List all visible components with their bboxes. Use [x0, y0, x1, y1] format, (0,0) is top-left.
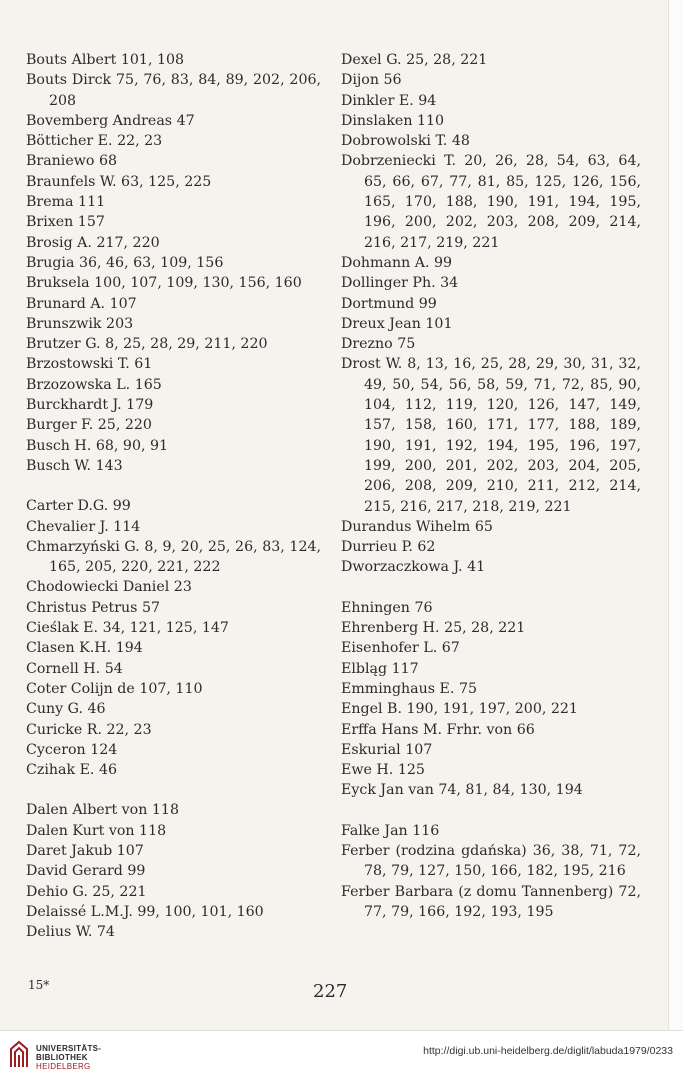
index-entry [341, 841, 641, 882]
entry-name: Chevalier J. [26, 518, 109, 535]
index-entry [341, 882, 641, 923]
entry-refs: 62 [417, 539, 436, 556]
entry-name: Engel B. [341, 701, 402, 718]
entry-refs: 100, 107, 109, 130, 156, 160 [94, 275, 302, 292]
entry-name: David Gerard [26, 863, 123, 880]
page-number: 227 [313, 981, 348, 1002]
index-entry [341, 537, 641, 557]
section-gap [341, 801, 641, 821]
entry-name: Burckhardt J. [26, 397, 122, 414]
entry-name: Bovemberg Andreas [26, 112, 173, 129]
entry-name: Delaissé L.M.J. [26, 903, 133, 920]
entry-name: Emminghaus E. [341, 680, 455, 697]
entry-name: Curicke R. [26, 721, 102, 738]
entry-name: Dohmann A. [341, 254, 430, 271]
entry-refs: 118 [139, 822, 167, 839]
institution-name[interactable] [36, 1044, 101, 1071]
signature-mark: 15* [28, 978, 50, 992]
index-entry [26, 800, 321, 820]
entry-refs: 75, 76, 83, 84, 89, 202, 206, 208 [49, 72, 322, 109]
institution-line-1: UNIVERSITÄTS- [36, 1044, 102, 1053]
entry-refs: 8, 25, 28, 29, 211, 220 [105, 336, 268, 353]
entry-refs: 125 [397, 762, 425, 779]
entry-name: Cuny G. [26, 701, 83, 718]
entry-refs: 25, 220 [97, 417, 152, 434]
entry-refs: 217, 220 [96, 234, 160, 251]
index-entry [26, 70, 321, 111]
index-entry [341, 740, 641, 760]
index-entry [26, 659, 321, 679]
entry-name: Ewe H. [341, 762, 394, 779]
entry-name: Falke Jan [341, 822, 408, 839]
entry-name: Busch H. [26, 437, 92, 454]
entry-refs: 63, 125, 225 [121, 173, 212, 190]
index-entry [26, 111, 321, 131]
entry-refs: 107 [116, 842, 144, 859]
index-entry [341, 91, 641, 111]
entry-refs: 107 [109, 295, 137, 312]
entry-name: Delius W. [26, 924, 93, 941]
index-entry [26, 679, 321, 699]
institution-line-2: BIBLIOTHEK [36, 1053, 88, 1062]
entry-name: Bouts Dirck [26, 72, 112, 89]
index-entry [341, 354, 641, 516]
entry-name: Clasen K.H. [26, 640, 112, 657]
index-entry [341, 151, 641, 252]
index-entry [341, 253, 641, 273]
index-entry [341, 598, 641, 618]
index-entry [26, 699, 321, 719]
entry-name: Brutzer G. [26, 336, 101, 353]
index-entry [26, 253, 321, 273]
index-entry [341, 557, 641, 577]
entry-name: Ehrenberg H. [341, 620, 440, 637]
entry-refs: 99 [127, 863, 146, 880]
index-entry [341, 618, 641, 638]
entry-name: Cyceron [26, 741, 86, 758]
entry-name: Ehningen [341, 599, 410, 616]
entry-name: Daret Jakub [26, 842, 113, 859]
entry-refs: 56 [383, 72, 402, 89]
entry-refs: 22, 23 [117, 133, 163, 150]
entry-refs: 116 [412, 822, 440, 839]
section-gap [26, 780, 321, 800]
entry-name: Brema [26, 194, 74, 211]
index-column-right [341, 50, 641, 922]
entry-name: Dehio G. [26, 883, 88, 900]
index-entry [26, 354, 321, 374]
entry-refs: 99, 100, 101, 160 [137, 903, 264, 920]
library-logo-icon[interactable] [8, 1039, 30, 1069]
entry-name: Dalen Albert von [26, 802, 148, 819]
index-entry [341, 314, 641, 334]
index-entry [341, 679, 641, 699]
entry-refs: 25, 221 [92, 883, 147, 900]
page-edge [668, 0, 683, 1030]
index-entry [26, 131, 321, 151]
entry-refs: 157 [77, 214, 105, 231]
index-entry [26, 334, 321, 354]
index-entry [26, 496, 321, 516]
entry-refs: 76 [414, 599, 433, 616]
entry-refs: 99 [112, 498, 131, 515]
entry-name: Braniewo [26, 153, 95, 170]
index-column-left [26, 50, 321, 942]
entry-refs: 41 [467, 559, 486, 576]
entry-refs: 99 [434, 254, 453, 271]
entry-name: Dalen Kurt von [26, 822, 135, 839]
entry-name: Dortmund [341, 295, 415, 312]
entry-name: Bötticher E. [26, 133, 113, 150]
index-entry [26, 760, 321, 780]
entry-name: Elbląg [341, 660, 388, 677]
entry-refs: 34 [440, 275, 459, 292]
entry-refs: 68, 90, 91 [95, 437, 169, 454]
entry-name: Burger F. [26, 417, 94, 434]
entry-name: Brzozowska L. [26, 376, 131, 393]
entry-refs: 34, 121, 125, 147 [102, 620, 229, 637]
entry-name: Dexel G. [341, 52, 402, 68]
entry-refs: 68 [98, 153, 118, 170]
entry-refs: 194 [115, 640, 143, 657]
entry-name: Dollinger Ph. [341, 275, 436, 292]
entry-name: Dijon [341, 72, 379, 89]
entry-refs: 107 [405, 741, 433, 758]
index-entry [26, 861, 321, 881]
entry-name: Drost W. [341, 356, 403, 373]
index-entry [341, 294, 641, 314]
entry-name: Brunszwik [26, 315, 102, 332]
entry-name: Durrieu P. [341, 539, 413, 556]
entry-refs: 22, 23 [106, 721, 152, 738]
entry-name: Dinkler E. [341, 92, 414, 109]
entry-refs: 143 [95, 457, 123, 474]
entry-refs: 124 [90, 741, 118, 758]
entry-refs: 111 [78, 194, 106, 211]
entry-refs: 118 [151, 802, 179, 819]
entry-refs: 107, 110 [139, 680, 203, 697]
index-entry [26, 172, 321, 192]
entry-refs: 75 [458, 680, 477, 697]
entry-name: Carter D.G. [26, 498, 109, 515]
index-entry [26, 537, 321, 578]
entry-name: Coter Colijn de [26, 680, 135, 697]
index-entry [26, 821, 321, 841]
index-entry [26, 882, 321, 902]
entry-refs: 99 [418, 295, 437, 312]
institution-line-3: HEIDELBERG [36, 1062, 91, 1071]
section-gap [26, 476, 321, 496]
entry-name: Durandus Wihelm [341, 518, 471, 535]
entry-refs: 8, 13, 16, 25, 28, 29, 30, 31, 32, 49, 50, 54, 56, 58, 59, 71, 72, 85, 90, 104, 112, 119, 120, 126, 147, 149, 157, 158, 160, 171, 177, 188, 189, 190, 191, 192, 194, 195, 196, 197, 199, 200, 201, 202, 203, 204, 205, 206, 208, 209, 210, 211, 212, 214, 215, 216, 217, 218, 219, 221 [364, 356, 641, 515]
entry-name: Brunard A. [26, 295, 106, 312]
entry-name: Dinslaken [341, 112, 413, 129]
entry-refs: 179 [126, 397, 154, 414]
index-entry [341, 638, 641, 658]
entry-refs: 48 [451, 133, 470, 150]
index-entry [341, 50, 641, 70]
index-entry [26, 456, 321, 476]
entry-name: Busch W. [26, 457, 92, 474]
entry-name: Czihak E. [26, 762, 95, 779]
entry-name: Drezno [341, 336, 393, 353]
entry-name: Brugia [26, 254, 75, 271]
index-entry [26, 151, 321, 171]
entry-name: Dworzaczkowa J. [341, 559, 463, 576]
entry-refs: 25, 28, 221 [444, 620, 526, 637]
entry-name: Bouts Albert [26, 52, 117, 68]
entry-refs: 65 [474, 518, 493, 535]
entry-name: Cornell H. [26, 660, 101, 677]
entry-refs: 57 [141, 599, 161, 616]
entry-refs: 75 [397, 336, 416, 353]
entry-name: Brosig A. [26, 234, 92, 251]
index-entry [26, 618, 321, 638]
index-entry [341, 760, 641, 780]
index-entry [341, 131, 641, 151]
entry-refs: 94 [418, 92, 437, 109]
entry-refs: 25, 28, 221 [406, 52, 488, 68]
entry-refs: 20, 26, 28, 54, 63, 64, 65, 66, 67, 77, 81, 85, 125, 126, 156, 165, 170, 188, 190, 191, 194, 195, 196, 200, 202, 203, 208, 209, 214, 216, 217, 219, 221 [364, 153, 641, 251]
entry-refs: 61 [134, 356, 153, 373]
index-entry [26, 415, 321, 435]
index-entry [26, 50, 321, 70]
entry-refs: 101 [425, 315, 453, 332]
index-entry [26, 233, 321, 253]
entry-refs: 74 [96, 924, 115, 941]
entry-name: Eyck Jan van [341, 782, 434, 799]
entry-name: Bruksela [26, 275, 90, 292]
entry-name: Eskurial [341, 741, 401, 758]
entry-refs: 74, 81, 84, 130, 194 [438, 782, 583, 799]
index-entry [26, 740, 321, 760]
entry-name: Brixen [26, 214, 74, 231]
entry-name: Chodowiecki Daniel [26, 579, 170, 596]
entry-refs: 67 [441, 640, 460, 657]
index-entry [26, 841, 321, 861]
index-entry [26, 395, 321, 415]
page-url-link[interactable]: http://digi.ub.uni-heidelberg.de/diglit/labuda1979/0233 [423, 1045, 673, 1057]
index-entry [26, 720, 321, 740]
index-entry [26, 598, 321, 618]
index-entry [26, 922, 321, 942]
entry-name: Erffa Hans M. Frhr. von [341, 721, 513, 738]
index-entry [26, 192, 321, 212]
index-entry [26, 436, 321, 456]
entry-name: Brzostowski T. [26, 356, 130, 373]
index-entry [26, 375, 321, 395]
index-entry [341, 780, 641, 800]
entry-name: Ferber (rodzina gdańska) [341, 842, 527, 859]
entry-refs: 47 [176, 112, 195, 129]
index-entry [26, 577, 321, 597]
entry-refs: 117 [391, 660, 419, 677]
viewer-footer [0, 1030, 683, 1079]
index-entry [341, 720, 641, 740]
entry-name: Dreux Jean [341, 315, 421, 332]
entry-refs: 72, 77, 79, 166, 192, 193, 195 [364, 883, 641, 920]
index-entry [341, 273, 641, 293]
index-entry [341, 111, 641, 131]
index-entry [26, 902, 321, 922]
index-entry [26, 314, 321, 334]
section-gap [341, 578, 641, 598]
index-entry [26, 638, 321, 658]
entry-name: Braunfels W. [26, 173, 117, 190]
index-entry [26, 517, 321, 537]
entry-refs: 203 [106, 315, 134, 332]
index-entry [341, 70, 641, 90]
index-entry [26, 212, 321, 232]
entry-refs: 54 [104, 660, 123, 677]
entry-refs: 46 [87, 701, 106, 718]
entry-refs: 36, 38, 71, 72, 78, 79, 127, 150, 166, 182, 195, 216 [364, 842, 641, 880]
entry-name: Dobrowolski T. [341, 133, 448, 150]
index-entry [26, 294, 321, 314]
entry-refs: 114 [113, 518, 141, 535]
entry-name: Eisenhofer L. [341, 640, 438, 657]
entry-refs: 165 [134, 376, 162, 393]
index-entry [26, 273, 321, 293]
entry-name: Dobrzeniecki T. [341, 153, 456, 170]
entry-refs: 8, 9, 20, 25, 26, 83, 124, 165, 205, 220, 221, 222 [49, 538, 322, 576]
entry-refs: 190, 191, 197, 200, 221 [406, 701, 578, 718]
index-entry [341, 334, 641, 354]
entry-refs: 66 [516, 721, 535, 738]
index-entry [341, 517, 641, 537]
entry-refs: 101, 108 [120, 52, 185, 68]
entry-refs: 23 [173, 579, 192, 596]
entry-refs: 46 [98, 762, 118, 779]
entry-name: Ferber Barbara (z domu Tannenberg) [341, 883, 614, 900]
index-entry [341, 821, 641, 841]
entry-name: Cieślak E. [26, 620, 99, 637]
entry-refs: 36, 46, 63, 109, 156 [78, 254, 224, 271]
index-entry [341, 699, 641, 719]
entry-name: Chmarzyński G. [26, 538, 140, 555]
entry-name: Christus Petrus [26, 599, 138, 616]
entry-refs: 110 [416, 112, 445, 129]
index-entry [341, 659, 641, 679]
